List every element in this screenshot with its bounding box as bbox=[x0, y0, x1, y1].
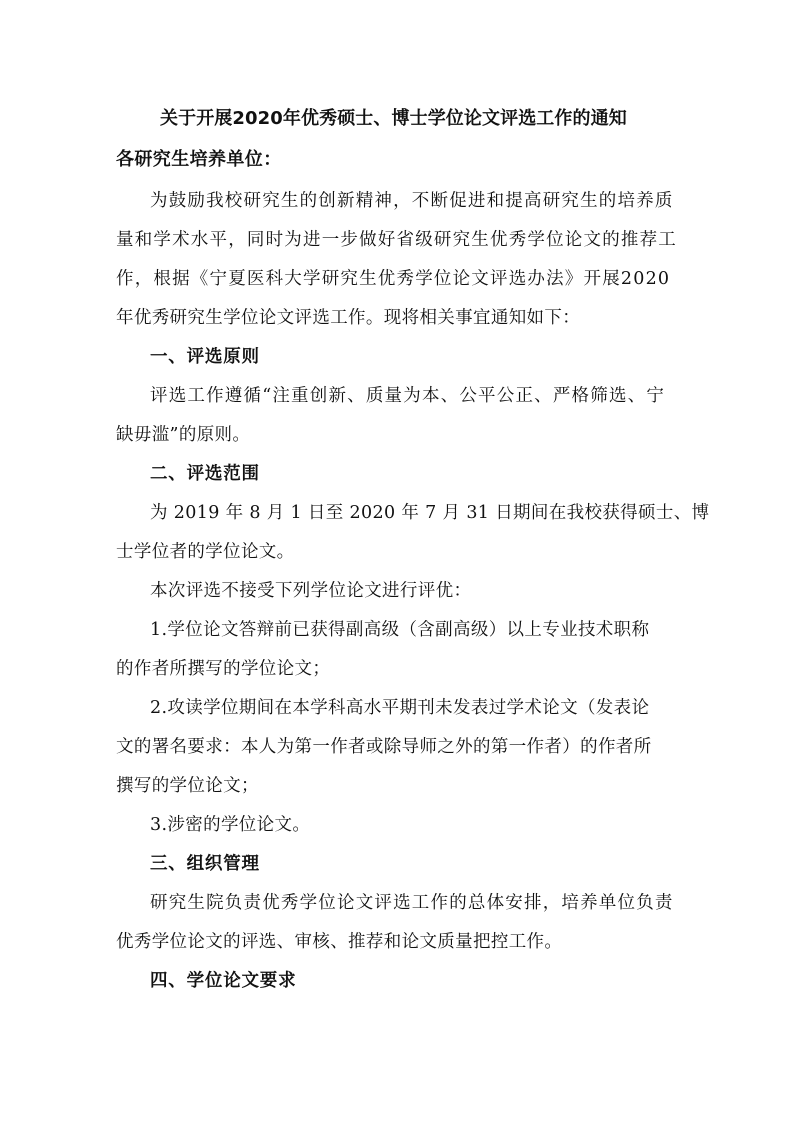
document-title: 关于开展2020年优秀硕士、博士学位论文评选工作的通知 bbox=[160, 108, 627, 129]
list-item-line: 文的署名要求：本人为第一作者或除导师之外的第一作者）的作者所 bbox=[116, 737, 652, 757]
intro-line: 作，根据《宁夏医科大学研究生优秀学位论文评选办法》开展2020 bbox=[116, 269, 671, 289]
list-item-line: 3.涉密的学位论文。 bbox=[150, 815, 311, 835]
list-item-line: 1.学位论文答辩前已获得副高级（含副高级）以上专业技术职称 bbox=[150, 620, 650, 640]
paragraph-line: 为 2019 年 8 月 1 日至 2020 年 7 月 31 日期间在我校获得硕士、博 bbox=[150, 503, 710, 523]
paragraph-line: 优秀学位论文的评选、审核、推荐和论文质量把控工作。 bbox=[116, 932, 563, 952]
intro-line: 量和学术水平，同时为进一步做好省级研究生优秀学位论文的推荐工 bbox=[116, 230, 677, 250]
paragraph-line: 研究生院负责优秀学位论文评选工作的总体安排，培养单位负责 bbox=[150, 893, 674, 913]
intro-line: 年优秀研究生学位论文评选工作。现将相关事宜通知如下： bbox=[116, 308, 581, 328]
paragraph-line: 本次评选不接受下列学位论文进行评优： bbox=[150, 581, 472, 601]
list-item-line: 2.攻读学位期间在本学科高水平期刊未发表过学术论文（发表论 bbox=[150, 698, 650, 718]
list-item-line: 撰写的学位论文； bbox=[116, 776, 259, 796]
list-item-line: 的作者所撰写的学位论文； bbox=[116, 659, 331, 679]
paragraph-line: 士学位者的学位论文。 bbox=[116, 542, 295, 562]
paragraph-line: 评选工作遵循“注重创新、质量为本、公平公正、严格筛选、宁 bbox=[150, 386, 666, 406]
intro-line: 为鼓励我校研究生的创新精神，不断促进和提高研究生的培养质 bbox=[150, 191, 674, 211]
section-heading: 一、评选原则 bbox=[150, 347, 260, 367]
section-heading: 二、评选范围 bbox=[150, 464, 260, 484]
addressee: 各研究生培养单位： bbox=[116, 149, 282, 170]
section-heading: 四、学位论文要求 bbox=[150, 971, 297, 991]
section-heading: 三、组织管理 bbox=[150, 854, 260, 874]
paragraph-line: 缺毋滥”的原则。 bbox=[116, 425, 251, 445]
